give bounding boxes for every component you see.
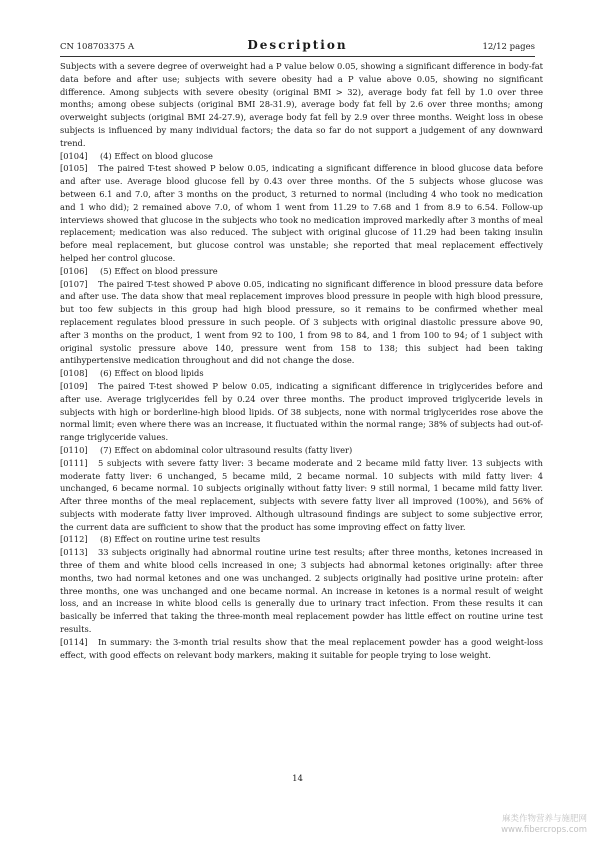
section-heading: (5) Effect on blood pressure <box>100 265 218 276</box>
paragraph-number: [0105] <box>60 163 88 174</box>
paragraph-0109 <box>60 380 543 444</box>
paragraph-number: [0106] <box>60 265 88 276</box>
paragraph-0105 <box>60 162 543 264</box>
patent-number: CN 108703375 A <box>60 42 135 52</box>
paragraph-0113 <box>60 546 543 636</box>
watermark-url: www.fibercrops.com <box>501 825 587 835</box>
paragraph-0112 <box>60 533 543 546</box>
page-info: 12/12 pages <box>482 42 535 52</box>
paragraph-number: [0111] <box>60 457 88 468</box>
paragraph-number: [0113] <box>60 547 88 558</box>
paragraph-0107 <box>60 278 543 368</box>
paragraph-0111 <box>60 457 543 534</box>
section-heading: (7) Effect on abdominal color ultrasound results (fatty liver) <box>100 444 353 455</box>
paragraph-number: [0109] <box>60 380 88 391</box>
paragraph-text: 33 subjects originally had abnormal routine urine test results; after three months, ketones increased in three of them and white blood cells increased in one; 3 subjects had abnormal ketones originally: after three months, two had normal ketones and one was unchanged. 2 subjects originally had positive urine protein: after three months, one was unchanged and one became normal. An increase in ketones is a normal result of weight loss, and an increase in white blood cells is generally due to urinary tract infection. From these results it can basically be inferred that taking the three-month meal replacement powder has little effect on routine urine test results. <box>60 547 543 635</box>
paragraph-text: The paired T-test showed P below 0.05, indicating a significant difference in blood glucose data before and after use. Average blood glucose fell by 0.43 over three months. Of the 5 subjects whose glucose was between 6.1 and 7.0, after 3 months on the product, 3 returned to normal (including 4 who took no medication and 1 who did); 2 remained above 7.0, of whom 1 went from 11.29 to 7.68 and 1 from 8.9 to 6.54. Follow-up interviews showed that glucose in the subjects who took no medication improved markedly after 3 months of meal replacement; medication was also reduced. The subject with original glucose of 11.29 had been taking insulin before meal replacement, but glucose control was unstable; she reported that meal replacement effectively helped her control glucose. <box>60 163 543 263</box>
section-heading: (6) Effect on blood lipids <box>100 368 204 379</box>
section-heading: (4) Effect on blood glucose <box>100 150 213 161</box>
watermark-site-name: 麻类作物营养与施肥网 <box>501 814 587 824</box>
page-header <box>60 26 535 57</box>
continued-paragraph: Subjects with a severe degree of overweight had a P value below 0.05, showing a significant difference in body-fat data before and after use; subjects with severe obesity had a P value above 0.05, showing no significant difference. Among subjects with severe obesity (original BMI > 32), average body fat fell by 1.0 over three months; among obese subjects (original BMI 28-31.9), average body fat fell by 2.6 over three months; among overweight subjects (original BMI 24-27.9), average body fat fell by 2.9 over three months. Weight loss in obese subjects is influenced by many individual factors; the data so far do not support a judgement of any downward trend. <box>60 61 543 148</box>
paragraph-number: [0104] <box>60 150 88 161</box>
paragraph-text: The paired T-test showed P above 0.05, indicating no significant difference in blood pressure data before and after use. The data show that meal replacement improves blood pressure in people with high blood pressure, but too few subjects in this group had high blood pressure, so it remains to be confirmed whether meal replacement regulates blood pressure in such people. Of 3 subjects with original diastolic pressure above 90, after 3 months on the product, 1 went from 92 to 100, 1 from 98 to 84, and 1 from 100 to 94; of 1 subject with original systolic pressure above 140, pressure went from 158 to 138; this subject had been taking antihypertensive medication throughout and did not change the dose. <box>60 278 543 366</box>
paragraph-text: The paired T-test showed P below 0.05, indicating a significant difference in triglycerides before and after use. Average triglycerides fell by 0.24 over three months. The product improved triglyceride levels in subjects with high or borderline-high blood lipids. Of 38 subjects, none with normal triglycerides rose above the normal limit; even where there was an increase, it fluctuated within the normal range; 38% of subjects had out-of-range triglyceride values. <box>60 380 543 443</box>
section-heading: (8) Effect on routine urine test results <box>100 534 261 545</box>
paragraph-number: [0112] <box>60 534 88 545</box>
paragraph-0104 <box>60 150 543 163</box>
paragraph-number: [0114] <box>60 636 88 647</box>
paragraph-text: In summary: the 3-month trial results show that the meal replacement powder has a good weight-loss effect, with good effects on relevant body markers, making it suitable for people trying to lose weight. <box>60 636 543 660</box>
page-number: 14 <box>292 774 303 784</box>
paragraph-number: [0110] <box>60 444 88 455</box>
paragraph-text: 5 subjects with severe fatty liver: 3 became moderate and 2 became mild fatty liver. 13 subjects with moderate fatty liver: 6 unchanged, 5 became mild, 2 became normal. 10 subjects with mild fatty liver: 4 unchanged, 6 became normal. 10 subjects originally without fatty liver: 9 still normal, 1 became mild fatty liver. After three months of the meal replacement, subjects with severe fatty liver all improved (100%), and 56% of subjects with moderate fatty liver improved. Although ultrasound findings are subject to some subjective error, the current data are sufficient to show that the product has some improving effect on fatty liver. <box>60 457 543 532</box>
paragraph-0110 <box>60 444 543 457</box>
document-title: Description <box>247 38 348 52</box>
paragraph-0108 <box>60 367 543 380</box>
paragraph-0114 <box>60 636 543 662</box>
paragraph-number: [0108] <box>60 368 88 379</box>
paragraph-number: [0107] <box>60 278 88 289</box>
site-watermark <box>501 814 587 836</box>
document-body <box>60 60 543 661</box>
paragraph-0106 <box>60 265 543 278</box>
